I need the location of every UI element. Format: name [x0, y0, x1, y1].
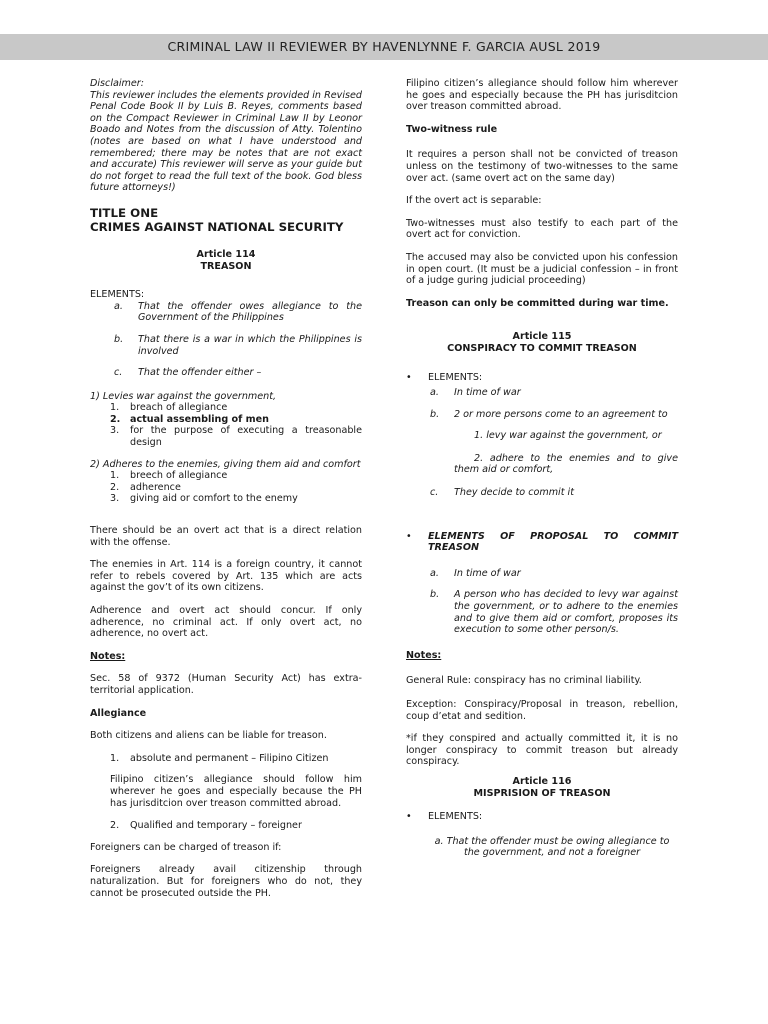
proposal-element-a: [406, 568, 678, 580]
adheres-item: [90, 493, 362, 505]
adheres-item-number: 1.: [110, 470, 120, 482]
misprision-elements-bullet: [406, 811, 678, 823]
conspiracy-element-c: [406, 487, 678, 499]
article-115-title: CONSPIRACY TO COMMIT TREASON: [447, 342, 637, 354]
adheres-item-text: breech of allegiance: [130, 470, 228, 482]
title-heading: [90, 206, 362, 235]
bullet-icon: •: [406, 811, 412, 823]
article-116-title: MISPRISION OF TREASON: [473, 787, 611, 799]
levies-item-text: actual assembling of men: [130, 413, 269, 425]
allegiance-item-number: 2.: [110, 820, 120, 832]
levies-item-text: for the purpose of executing a treasonable design: [130, 425, 362, 449]
paragraph-war-time: Treason can only be committed during war time.: [406, 297, 669, 309]
element-text: In time of war: [454, 567, 521, 579]
notes-label: Notes:: [90, 650, 126, 662]
paragraph-citizen-allegiance-cont: Filipino citizen’s allegiance should follow him wherever he goes and especially because the PH has jurisditcion over treason committed abroad.: [406, 78, 678, 113]
element-label: a.: [430, 387, 439, 399]
elements-label: ELEMENTS:: [90, 289, 145, 301]
allegiance-item-number: 1.: [110, 752, 120, 764]
page-header: CRIMINAL LAW II REVIEWER BY HAVENLYNNE F. GARCIA AUSL 2019: [0, 34, 768, 60]
allegiance-label: Allegiance: [90, 707, 147, 719]
levies-list: [90, 402, 362, 448]
right-column: [406, 78, 678, 870]
notes-label: Notes:: [406, 649, 442, 661]
adheres-item-text: giving aid or comfort to the enemy: [130, 493, 298, 505]
proposal-element-b: [406, 589, 678, 635]
levies-item: [90, 402, 362, 414]
allegiance-item-text: absolute and permanent – Filipino Citizen: [130, 752, 329, 764]
disclaimer: Disclaimer: This reviewer includes the elements provided in Revised Penal Code Book II by Luis B. Reyes, comments based on the Compact Reviewer in Criminal Law II by Leonor Boado and Notes from the discussion of Atty. Tolentino (notes are based on what I have understood and remembered; there may be notes that are not exact and accurate) This reviewer will serve as your guide but do not forget to read the full text of the book. God bless future attorneys!): [90, 78, 362, 194]
element-a: [90, 301, 362, 324]
paragraph-adherence: Adherence and overt act should concur. If only adherence, no criminal act. If only overt act, no adherence, no overt act.: [90, 605, 362, 640]
paragraph-accused: The accused may also be convicted upon his confession in open court. (It must be a judicial confession – in front of a judge guring judicial proceeding): [406, 251, 678, 287]
element-a-label: a.: [114, 300, 123, 312]
element-label: a.: [430, 567, 439, 579]
title-line-2: CRIMES AGAINST NATIONAL SECURITY: [90, 220, 344, 235]
conspiracy-element-b1: 1. levy war against the government, or: [474, 430, 662, 442]
adheres-heading: 2) Adheres to the enemies, giving them aid and comfort: [90, 458, 361, 470]
adheres-item-text: adherence: [130, 481, 181, 493]
article-116-number: Article 116: [512, 775, 572, 787]
left-column: [90, 78, 362, 910]
paragraph-separable: If the overt act is separable:: [406, 195, 542, 207]
element-text: A person who has decided to levy war against the government, or to adhere to the enemies and to give them aid or comfort, proposes its execution to some other person/s.: [454, 589, 678, 636]
article-115-number: Article 115: [512, 331, 572, 343]
paragraph-two-witnesses: Two-witnesses must also testify to each part of the overt act for conviction.: [406, 217, 678, 241]
element-text: In time of war: [454, 387, 521, 399]
paragraph-sec58: Sec. 58 of 9372 (Human Security Act) has extra-territorial application.: [90, 673, 362, 696]
article-114-heading: [90, 249, 362, 272]
adheres-item-number: 3.: [110, 493, 120, 505]
levies-heading: 1) Levies war against the government,: [90, 390, 277, 402]
conspiracy-element-b2: 2. adhere to the enemies and to give them aid or comfort,: [454, 452, 678, 476]
adheres-item: [90, 482, 362, 494]
levies-item-text: breach of allegiance: [130, 402, 228, 414]
element-b-text: That there is a war in which the Philippines is involved: [138, 333, 362, 357]
bullet-icon: •: [406, 530, 412, 542]
title-line-1: TITLE ONE: [90, 205, 159, 220]
levies-item-number: 3.: [110, 425, 120, 437]
paragraph-general-rule: General Rule: conspiracy has no criminal liability.: [406, 675, 642, 687]
bullet-icon: •: [406, 371, 412, 383]
levies-item-number: 1.: [110, 402, 120, 414]
element-b-label: b.: [114, 333, 124, 345]
two-witness-label: Two-witness rule: [406, 123, 498, 135]
element-a-text: That the offender owes allegiance to the Government of the Philippines: [138, 300, 362, 324]
levies-item: [90, 414, 362, 426]
paragraph-requires: It requires a person shall not be convicted of treason unless on the testimony of two-witnesses to the same over act. (same overt act on the same day): [406, 149, 678, 184]
element-c-label: c.: [114, 367, 123, 379]
adheres-item-number: 2.: [110, 481, 120, 493]
paragraph-overt-act: There should be an overt act that is a direct relation with the offense.: [90, 525, 362, 548]
conspiracy-element-a: [406, 387, 678, 399]
conspiracy-elements-bullet: [406, 372, 678, 384]
article-114-title: TREASON: [200, 260, 252, 272]
article-114-number: Article 114: [196, 248, 256, 260]
adheres-item: [90, 470, 362, 482]
element-label: b.: [430, 408, 440, 420]
element-label: c.: [430, 487, 439, 499]
element-c: [90, 367, 362, 379]
paragraph-foreigners-if: Foreigners can be charged of treason if:: [90, 841, 282, 853]
elements-label: ELEMENTS:: [428, 811, 483, 823]
element-text: 2 or more persons come to an agreement to: [454, 408, 668, 420]
article-115-heading: [406, 331, 678, 354]
elements-label: ELEMENTS:: [428, 371, 483, 383]
misprision-element-a: a. That the offender must be owing allegiance to the government, and not a foreigner: [434, 835, 670, 859]
proposal-heading: ELEMENTS OF PROPOSAL TO COMMIT TREASON: [428, 530, 678, 554]
paragraph-enemies: The enemies in Art. 114 is a foreign country, it cannot refer to rebels covered by Art. 135 which are acts against the gov’t of its own citizens.: [90, 559, 362, 594]
proposal-elements-bullet: [406, 531, 678, 554]
element-text: They decide to commit it: [454, 487, 574, 499]
paragraph-exception: Exception: Conspiracy/Proposal in treason, rebellion, coup d’etat and sedition.: [406, 699, 678, 722]
element-c-text: That the offender either –: [138, 367, 262, 379]
levies-item: [90, 425, 362, 448]
paragraph-citizen-allegiance: Filipino citizen’s allegiance should follow him wherever he goes and especially because the PH has jurisditcion over treason committed abroad.: [110, 774, 362, 809]
paragraph-both-liable: Both citizens and aliens can be liable for treason.: [90, 730, 327, 742]
paragraph-foreigners-avail: Foreigners already avail citizenship through naturalization. But for foreigners who do not, they cannot be prosecuted outside the PH.: [90, 864, 362, 899]
allegiance-item-text: Qualified and temporary – foreigner: [130, 820, 302, 832]
adheres-list: [90, 470, 362, 505]
element-label: b.: [430, 589, 440, 601]
allegiance-item-2: [90, 820, 362, 832]
levies-item-number: 2.: [110, 413, 121, 425]
paragraph-if-they: *if they conspired and actually committed it, it is no longer conspiracy to commit treason but already conspiracy.: [406, 733, 678, 768]
allegiance-item-1: [90, 753, 362, 765]
element-b: [90, 334, 362, 357]
conspiracy-element-b: [406, 409, 678, 421]
article-116-heading: [406, 776, 678, 799]
